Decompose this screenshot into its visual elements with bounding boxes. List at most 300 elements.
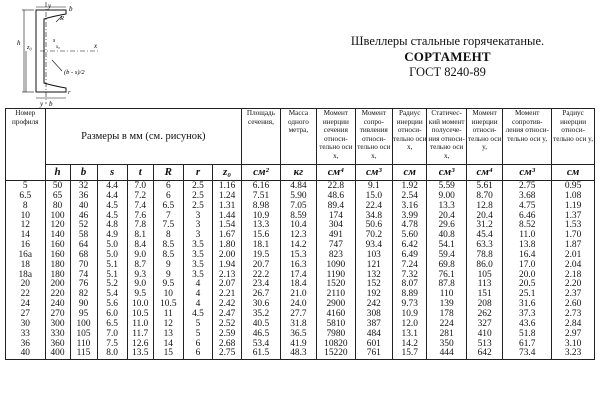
table-cell: 410 — [477, 328, 492, 339]
table-cell: 90 — [78, 299, 89, 310]
table-cell: 16а — [18, 249, 33, 260]
table-cell: 8.70 — [476, 190, 493, 201]
table-cell: 192 — [366, 289, 381, 300]
table-cell: 4.4 — [106, 190, 118, 201]
table-cell: 2.47 — [218, 308, 236, 319]
table-cell: 19.5 — [252, 249, 270, 260]
table-cell: 1.16 — [218, 181, 236, 191]
table-cell: 5.0 — [106, 249, 118, 260]
table-cell: 2.20 — [564, 279, 582, 290]
table-cell: 63.3 — [476, 240, 493, 251]
table-cell: 3.5 — [192, 269, 204, 280]
table-cell: 4.5 — [106, 210, 118, 221]
table-cell: 29.6 — [438, 220, 455, 231]
unit-iy: см — [552, 165, 595, 181]
table-cell: 2.60 — [564, 299, 582, 310]
table-cell: 15.7 — [401, 348, 418, 359]
column-h — [45, 181, 70, 360]
table-cell: 51.8 — [519, 328, 536, 339]
symbol-r: r — [183, 165, 212, 181]
table-cell: 513 — [477, 338, 492, 349]
table-cell: 105 — [477, 269, 492, 280]
table-cell: 22.8 — [327, 181, 345, 191]
table-cell: 3.10 — [564, 338, 582, 349]
table-cell: 7.6 — [134, 210, 147, 221]
table-cell: 7.5 — [162, 220, 175, 231]
unit-wx: см³ — [355, 165, 392, 181]
table-cell: 100 — [76, 318, 91, 329]
table-cell: 12.8 — [476, 200, 493, 211]
table-cell: 22 — [20, 289, 30, 300]
column-sx — [427, 181, 467, 360]
header-dimensions: Размеры в мм (см. рисунок) — [45, 109, 242, 165]
table-cell: 747 — [328, 240, 343, 251]
table-cell: 1.94 — [218, 259, 236, 270]
table-cell: 59.4 — [438, 249, 455, 260]
table-cell: 10820 — [324, 338, 348, 349]
table-cell: 6.5 — [19, 190, 32, 201]
table-cell: 4.75 — [519, 200, 536, 211]
table-cell: 491 — [328, 230, 343, 241]
table-cell: 2.21 — [218, 289, 236, 300]
table-cell: 9.5 — [162, 279, 175, 290]
table-cell: 2.97 — [564, 328, 582, 339]
table-cell: 3.5 — [192, 259, 204, 270]
table-cell: 360 — [50, 338, 65, 349]
s-label: s — [53, 38, 56, 44]
table-cell: 12.6 — [132, 338, 149, 349]
table-cell: 304 — [328, 220, 343, 231]
table-cell: 9.5 — [134, 289, 147, 300]
flange-slope-label: (b - s)/2 — [64, 69, 85, 76]
table-cell: 65 — [52, 190, 63, 201]
column-ix — [393, 181, 427, 360]
table-cell: 22.2 — [252, 269, 270, 280]
table-cell: 6.5 — [106, 318, 118, 329]
table-cell: 2.18 — [564, 269, 582, 280]
table-cell: 270 — [50, 308, 65, 319]
table-cell: 15.0 — [365, 190, 383, 201]
table-cell: 160 — [50, 240, 65, 251]
table-cell: 12 — [20, 220, 30, 231]
column-mass — [280, 181, 316, 360]
table-cell: 2.01 — [564, 249, 582, 260]
x0-label: x₀ — [56, 45, 60, 50]
table-cell: 1.37 — [564, 210, 582, 221]
table-cell: 224 — [439, 318, 454, 329]
table-cell: 46 — [78, 210, 89, 221]
symbol-h: h — [45, 165, 70, 181]
table-cell: 8 — [22, 200, 28, 211]
table-cell: 3.99 — [401, 210, 418, 221]
table-cell: 64 — [78, 240, 89, 251]
table-cell: 6 — [165, 181, 171, 191]
table-cell: 7.8 — [134, 220, 147, 231]
table-cell: 82 — [78, 289, 89, 300]
table-cell: 4.9 — [106, 230, 118, 241]
table-cell: 761 — [366, 348, 381, 359]
table-cell: 68 — [78, 249, 89, 260]
table-cell: 48.6 — [327, 190, 345, 201]
table-cell: 36.5 — [290, 328, 307, 339]
unit-area: см² — [242, 165, 281, 181]
header-area: Площадь сечения, — [242, 109, 281, 165]
title-line-2: СОРТАМЕНТ — [404, 49, 491, 64]
table-cell: 50 — [52, 181, 63, 191]
table-cell: 4 — [195, 289, 201, 300]
table-cell: 9.00 — [438, 190, 455, 201]
table-cell: 1.67 — [218, 230, 236, 241]
table-cell: 76 — [78, 279, 89, 290]
table-cell: 61.7 — [519, 338, 536, 349]
table-cell: 12.0 — [401, 318, 418, 329]
table-cell: 4 — [195, 299, 201, 310]
table-cell: 601 — [366, 338, 381, 349]
table-cell: 36 — [78, 190, 89, 201]
table-cell: 27.7 — [290, 308, 307, 319]
table-cell: 300 — [50, 318, 65, 329]
column-jy — [466, 181, 502, 360]
table-cell: 30.6 — [252, 299, 270, 310]
table-cell: 5 — [22, 181, 28, 191]
table-cell: 61.5 — [252, 348, 270, 359]
column-s — [97, 181, 127, 360]
title-line-1: Швеллеры стальные горячекатаные. — [350, 34, 545, 48]
header-jy: Момент инерции относи-тельно оси y, — [466, 109, 502, 165]
table-cell: 10.5 — [132, 308, 149, 319]
table-cell: 31.2 — [476, 220, 493, 231]
table-cell: 5.90 — [290, 190, 307, 201]
table-cell: 308 — [366, 308, 381, 319]
table-cell: 16.4 — [519, 249, 536, 260]
b-top-label: b — [69, 5, 73, 13]
table-cell: 4.78 — [401, 220, 418, 231]
table-cell: 103 — [366, 249, 381, 260]
table-cell: 1.80 — [218, 240, 236, 251]
table-cell: 2110 — [326, 289, 346, 300]
table-cell: 26.7 — [252, 289, 270, 300]
table-cell: 7.0 — [134, 181, 147, 191]
table-cell: 3.5 — [192, 240, 204, 251]
table-cell: 17.0 — [519, 259, 536, 270]
table-cell: 3.23 — [564, 348, 582, 359]
table-cell: 1.70 — [564, 230, 582, 241]
table-cell: 8.89 — [401, 289, 418, 300]
column-wy — [503, 181, 552, 360]
table-cell: 20.4 — [438, 210, 455, 221]
table-cell: 10.5 — [160, 299, 177, 310]
table-cell: 160 — [50, 249, 65, 260]
table-cell: 20.0 — [519, 269, 536, 280]
table-cell: 5.4 — [106, 289, 118, 300]
table-cell: 70 — [78, 259, 89, 270]
table-cell: 76.1 — [438, 269, 455, 280]
table-cell: 18а — [18, 269, 33, 280]
table-cell: 120 — [50, 220, 65, 231]
table-cell: 9 — [165, 269, 171, 280]
table-cell: 110 — [439, 289, 454, 300]
table-cell: 113 — [477, 279, 492, 290]
table-cell: 13.1 — [401, 328, 418, 339]
h-label: h — [17, 39, 21, 47]
header-wy: Момент сопротив-ления относи-тельно оси y, — [503, 109, 552, 165]
symbol-s: s — [97, 165, 127, 181]
table-cell: 2.04 — [564, 259, 582, 270]
sortament-table — [5, 108, 595, 360]
table-cell: 24.0 — [290, 299, 307, 310]
table-cell: 2.5 — [192, 200, 204, 211]
x-axis-label: x — [94, 42, 98, 50]
table-cell: 4 — [195, 279, 201, 290]
table-cell: 87.8 — [438, 279, 455, 290]
table-cell: 6.46 — [519, 210, 536, 221]
table-cell: 0.95 — [564, 181, 582, 191]
table-cell: 21.0 — [290, 289, 307, 300]
table-cell: 12 — [163, 318, 173, 329]
table-cell: 8.59 — [290, 210, 307, 221]
table-cell: 12.3 — [290, 230, 307, 241]
table-cell: 11 — [163, 308, 173, 319]
table-cell: 178 — [439, 308, 454, 319]
table-cell: 9.3 — [134, 269, 147, 280]
table-cell: 2.75 — [218, 348, 236, 359]
symbol-R: R — [153, 165, 183, 181]
table-cell: 7.0 — [106, 328, 118, 339]
table-cell: 15.6 — [252, 230, 270, 241]
table-cell: 5 — [195, 318, 201, 329]
table-cell: 52 — [78, 220, 89, 231]
table-cell: 32 — [78, 181, 89, 191]
table-cell: 14 — [163, 338, 173, 349]
table-cell: 7980 — [326, 328, 346, 339]
column-b — [70, 181, 97, 360]
table-cell: 78.8 — [476, 249, 493, 260]
table-cell: 5.61 — [476, 181, 493, 191]
column-r — [183, 181, 212, 360]
r-label: r — [68, 89, 71, 96]
table-cell: 1.87 — [564, 240, 582, 251]
title-line-3: ГОСТ 8240-89 — [409, 65, 486, 79]
table-cell: 2.68 — [218, 338, 236, 349]
table-cell: 6.0 — [106, 308, 118, 319]
table-cell: 2900 — [326, 299, 346, 310]
table-cell: 89.4 — [327, 200, 345, 211]
table-cell: 4.8 — [106, 220, 118, 231]
header-mass: Масса одного метра, — [280, 109, 316, 165]
table-cell: 4.5 — [192, 308, 204, 319]
table-cell: 400 — [50, 348, 65, 359]
table-cell: 152 — [366, 279, 381, 290]
title-block — [300, 34, 595, 80]
table-cell: 10.0 — [132, 299, 149, 310]
unit-ix: см — [393, 165, 427, 181]
table-cell: 13.5 — [132, 348, 149, 359]
table-cell: 20.7 — [252, 259, 270, 270]
y-axis-top-label: y — [48, 2, 52, 10]
table-cell: 444 — [439, 348, 454, 359]
symbol-z0: z₀ — [213, 165, 242, 181]
table-cell: 1.92 — [401, 181, 418, 191]
table-cell: 9.0 — [134, 249, 147, 260]
table-cell: 1.19 — [564, 200, 582, 211]
table-cell: 16.3 — [290, 259, 307, 270]
table-cell: 35.2 — [252, 308, 270, 319]
table-cell: 30 — [20, 318, 30, 329]
table-cell: 70.2 — [365, 230, 383, 241]
table-cell: 8 — [165, 230, 171, 241]
table-cell: 281 — [439, 328, 454, 339]
table-cell: 20 — [20, 279, 30, 290]
table-cell: 13.3 — [438, 200, 455, 211]
table-cell: 2.54 — [401, 190, 418, 201]
table-cell: 8.0 — [106, 348, 118, 359]
table-cell: 100 — [50, 210, 65, 221]
table-cell: 8.7 — [134, 259, 147, 270]
table-cell: 14.2 — [401, 338, 418, 349]
table-cell: 823 — [328, 249, 343, 260]
table-cell: 174 — [328, 210, 343, 221]
table-cell: 3.5 — [192, 249, 204, 260]
table-cell: 15.3 — [290, 249, 307, 260]
table-cell: 8.5 — [162, 249, 175, 260]
table-cell: 11.0 — [519, 230, 536, 241]
table-cell: 330 — [50, 328, 65, 339]
table-cell: 110 — [76, 338, 91, 349]
table-cell: 80 — [52, 200, 63, 211]
table-cell: 5.2 — [106, 279, 118, 290]
table-cell: 1.53 — [564, 220, 582, 231]
table-cell: 1.44 — [218, 210, 236, 221]
table-cell: 242 — [366, 299, 381, 310]
table-cell: 6.16 — [252, 181, 270, 191]
table-cell: 8.07 — [401, 279, 418, 290]
table-cell: 3 — [195, 210, 201, 221]
unit-jx: см⁴ — [317, 165, 356, 181]
channel-profile-diagram — [2, 0, 122, 108]
table-cell: 11.7 — [132, 328, 149, 339]
symbol-t: t — [127, 165, 153, 181]
table-cell: 7.51 — [252, 190, 270, 201]
table-cell: 5.0 — [106, 240, 118, 251]
table-cell: 200 — [50, 279, 65, 290]
table-cell: 7.05 — [290, 200, 307, 211]
y-axis-bottom-label: y — [40, 100, 44, 108]
table-cell: 2.07 — [218, 279, 236, 290]
table-cell: 10.9 — [401, 308, 418, 319]
table-cell: 45.4 — [476, 230, 493, 241]
table-cell: 1.54 — [218, 220, 236, 231]
b-bottom-label: b — [49, 100, 53, 108]
table-cell: 27 — [20, 308, 30, 319]
table-cell: 4.4 — [106, 181, 118, 191]
table-cell: 642 — [477, 348, 492, 359]
table-cell: 5810 — [326, 318, 346, 329]
table-cell: 7.32 — [401, 269, 418, 280]
table-cell: 31.8 — [290, 318, 307, 329]
header-iy: Радиус инерции относи-тельно оси y, — [552, 109, 595, 165]
table-cell: 14.2 — [290, 240, 307, 251]
table-cell: 18 — [20, 259, 30, 270]
table-cell: 2.73 — [564, 308, 582, 319]
table-cell: 9.0 — [134, 279, 147, 290]
table-cell: 93.4 — [365, 240, 383, 251]
table-cell: 121 — [366, 259, 381, 270]
table-cell: 327 — [477, 318, 492, 329]
table-cell: 2.84 — [564, 318, 582, 329]
column-wx — [355, 181, 392, 360]
table-cell: 6.5 — [162, 200, 175, 211]
R-label: R — [60, 15, 64, 22]
table-cell: 5.60 — [401, 230, 418, 241]
table-cell: 1190 — [326, 269, 346, 280]
table-cell: 1.08 — [564, 190, 582, 201]
column-iy — [552, 181, 595, 360]
table-cell: 151 — [477, 289, 492, 300]
unit-sx: см³ — [427, 165, 467, 181]
table-cell: 1.24 — [218, 190, 236, 201]
table-cell: 2.13 — [218, 269, 236, 280]
table-cell: 2.00 — [218, 249, 236, 260]
table-cell: 10 — [163, 289, 173, 300]
table-cell: 9.1 — [367, 181, 380, 191]
table-cell: 40.8 — [438, 230, 455, 241]
table-cell: 2.75 — [519, 181, 536, 191]
table-cell: 2.52 — [218, 318, 236, 329]
table-cell: 9 — [165, 259, 171, 270]
table-cell: 6 — [195, 348, 201, 359]
table-cell: 54.1 — [438, 240, 455, 251]
table-cell: 3.16 — [401, 200, 418, 211]
column-profile — [6, 181, 46, 360]
table-cell: 4160 — [326, 308, 346, 319]
table-cell: 350 — [439, 338, 454, 349]
table-cell: 33 — [20, 328, 30, 339]
table-cell: 86.0 — [476, 259, 493, 270]
table-cell: 53.4 — [252, 338, 270, 349]
table-cell: 2.42 — [218, 299, 236, 310]
table-cell: 13.8 — [519, 240, 536, 251]
table-cell: 2.5 — [192, 190, 204, 201]
table-cell: 7 — [165, 210, 171, 221]
table-cell: 50.6 — [365, 220, 383, 231]
table-cell: 6 — [165, 190, 171, 201]
table-cell: 139 — [439, 299, 454, 310]
header-sx: Статичес-кий момент полусече-ния относи-тельно оси x, — [427, 109, 467, 165]
table-cell: 74 — [78, 269, 89, 280]
unit-mass: кг — [280, 165, 316, 181]
table-cell: 6.42 — [401, 240, 418, 251]
table-cell: 58 — [78, 230, 89, 241]
table-cell: 1.31 — [218, 200, 236, 211]
header-profile: Номер профиля — [6, 109, 46, 181]
column-t — [127, 181, 153, 360]
table-cell: 4.84 — [290, 181, 307, 191]
column-R — [153, 181, 183, 360]
table-cell: 5.1 — [106, 259, 118, 270]
table-cell: 18.4 — [290, 279, 307, 290]
table-cell: 7.5 — [106, 338, 118, 349]
table-cell: 46.5 — [252, 328, 270, 339]
table-cell: 20.5 — [519, 279, 536, 290]
header-ix: Радиус инерции относи-тельно оси x, — [393, 109, 427, 165]
table-cell: 24 — [20, 299, 30, 310]
table-cell: 5 — [195, 328, 201, 339]
table-cell: 11.0 — [132, 318, 149, 329]
table-cell: 10.4 — [290, 220, 307, 231]
table-cell: 36 — [20, 338, 30, 349]
table-cell: 69.8 — [438, 259, 455, 270]
symbol-b: b — [70, 165, 97, 181]
